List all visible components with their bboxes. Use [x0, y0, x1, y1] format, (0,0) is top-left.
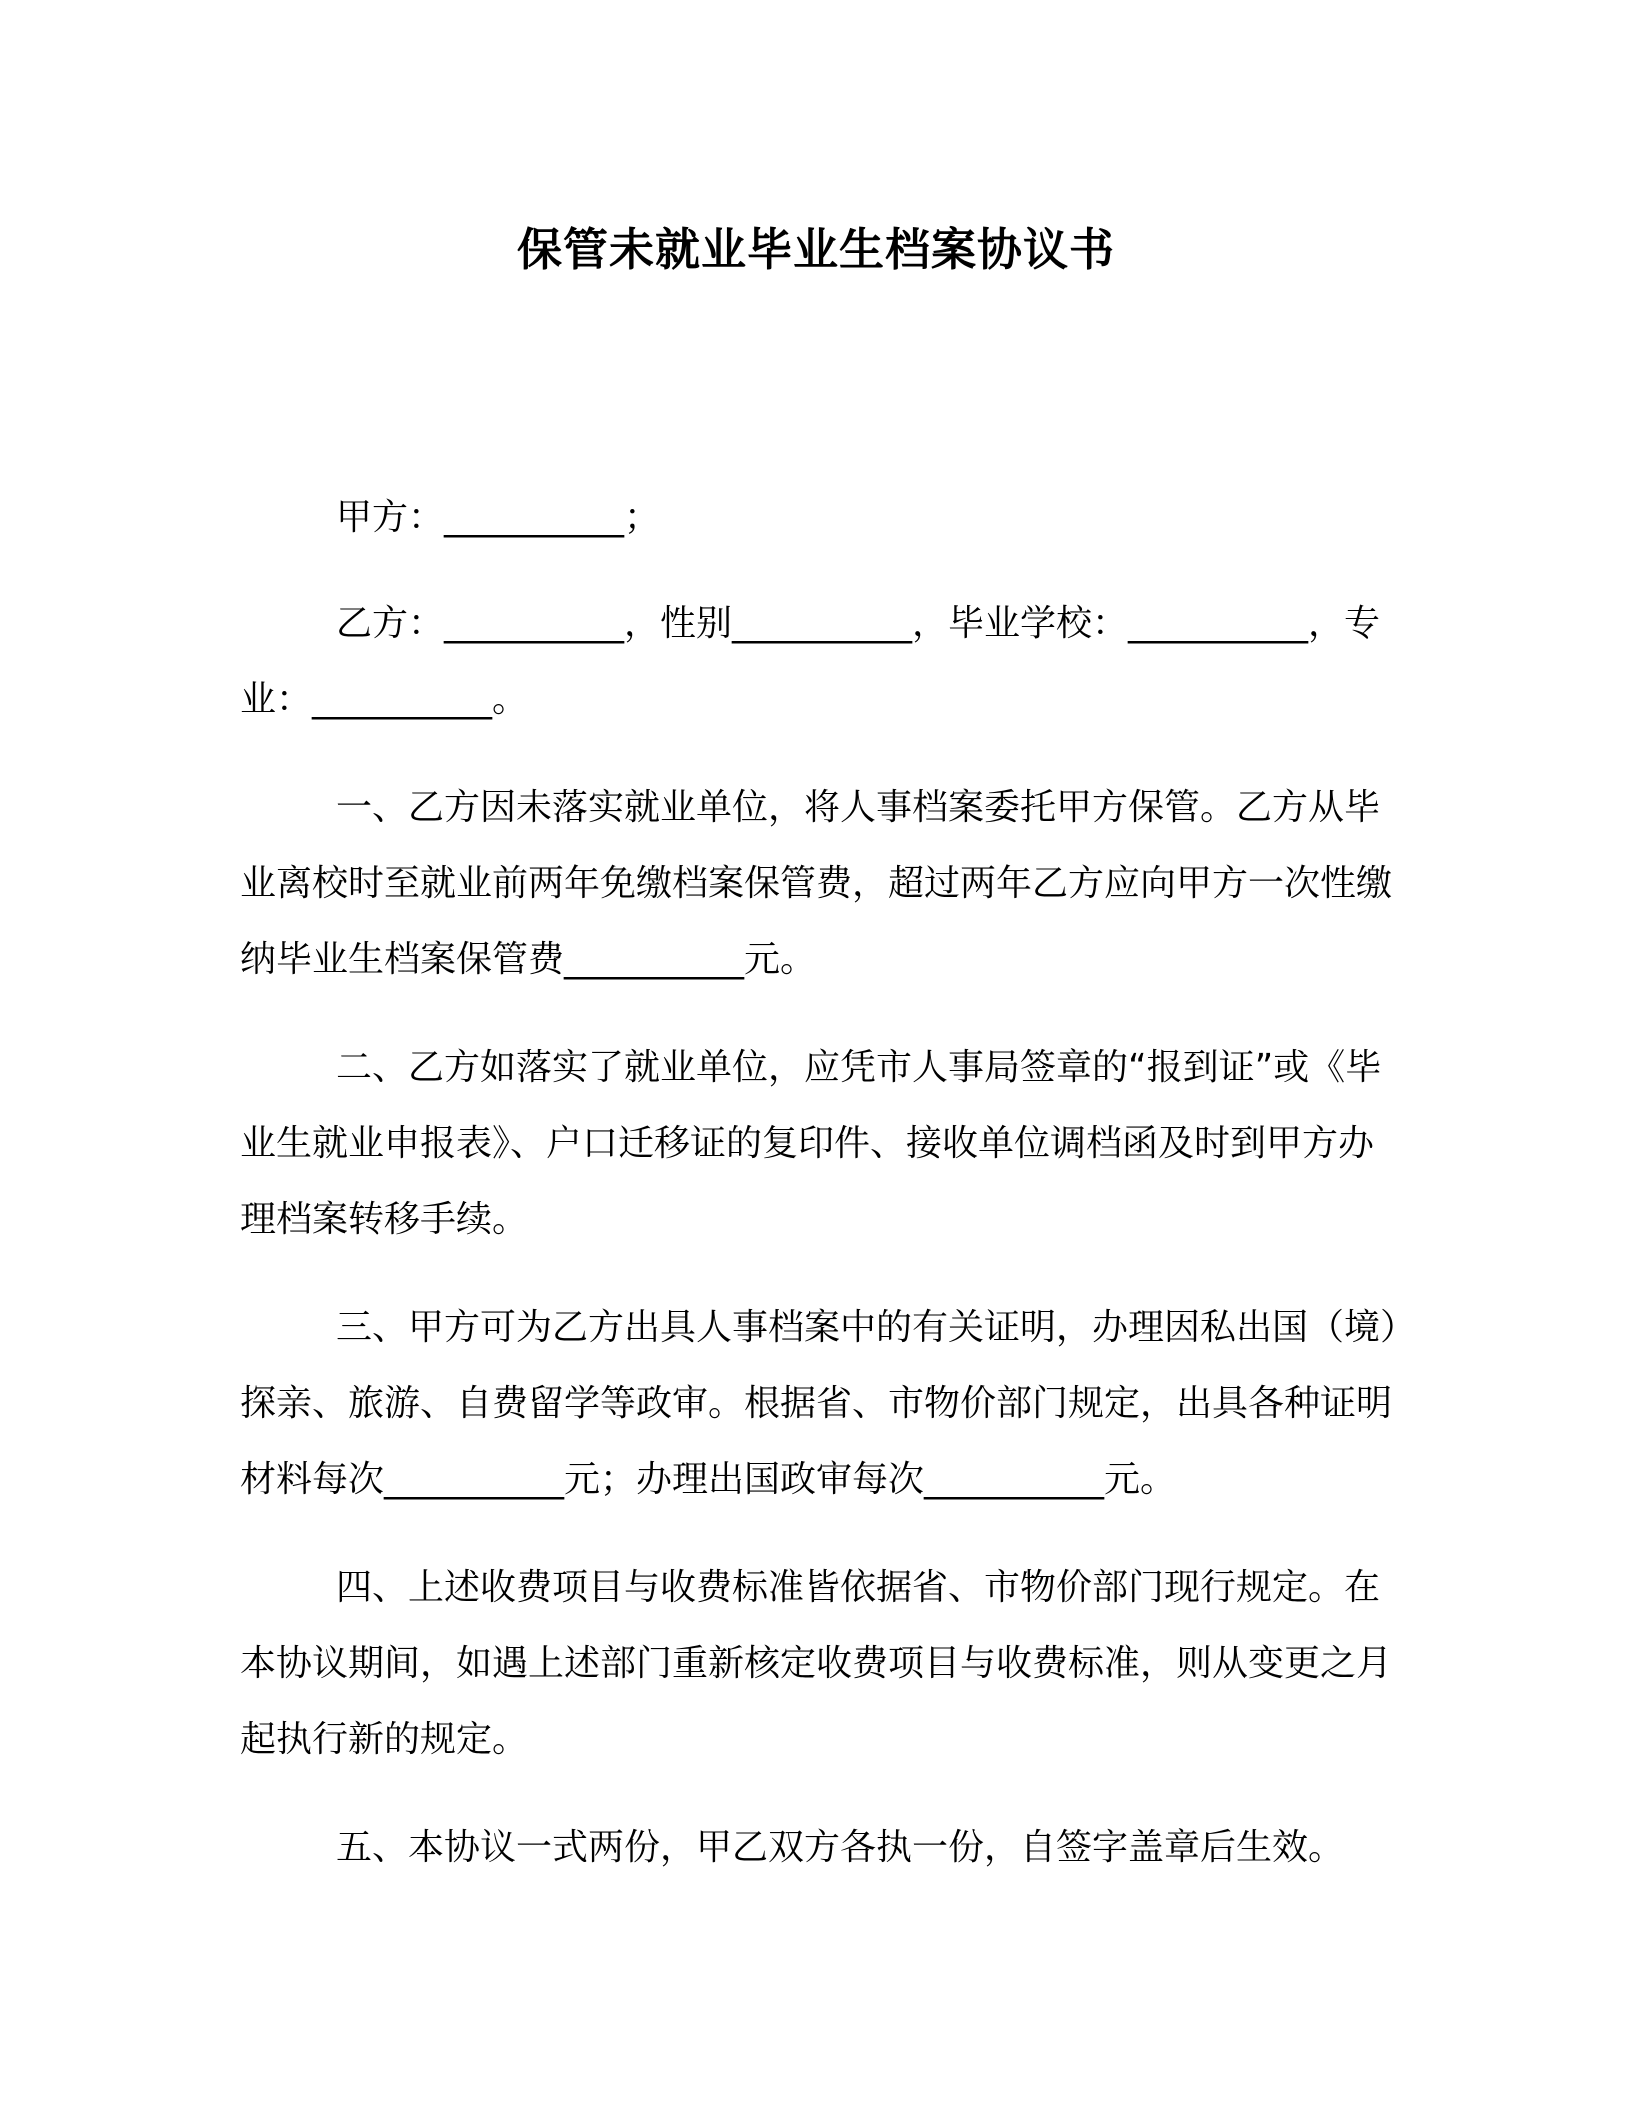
document-body — [240, 480, 1400, 1886]
clause-1: 一、乙方因未落实就业单位，将人事档案委托甲方保管。乙方从毕业离校时至就业前两年免缴档案保管费，超过两年乙方应向甲方一次性缴纳毕业生档案保管费__________元。 — [240, 787, 1393, 980]
party-b-line: 乙方：__________，性别__________，毕业学校：__________，专业：__________。 — [240, 603, 1381, 720]
document-title: 保管未就业毕业生档案协议书 — [516, 223, 1115, 276]
clause-3: 三、甲方可为乙方出具人事档案中的有关证明，办理因私出国（境）探亲、旅游、自费留学等政审。根据省、市物价部门规定，出具各种证明材料每次__________元；办理出国政审每次__________元。 — [240, 1307, 1399, 1500]
clause-2: 二、乙方如落实了就业单位，应凭市人事局签章的“报到证”或《毕业生就业申报表》、户口迁移证的复印件、接收单位调档函及时到甲方办理档案转移手续。 — [240, 1047, 1382, 1240]
clause-5: 五、本协议一式两份，甲乙双方各执一份，自签字盖章后生效。 — [336, 1827, 1345, 1868]
party-a-line: 甲方：__________； — [336, 497, 661, 538]
clause-4: 四、上述收费项目与收费标准皆依据省、市物价部门现行规定。在本协议期间，如遇上述部门重新核定收费项目与收费标准，则从变更之月起执行新的规定。 — [240, 1567, 1393, 1760]
